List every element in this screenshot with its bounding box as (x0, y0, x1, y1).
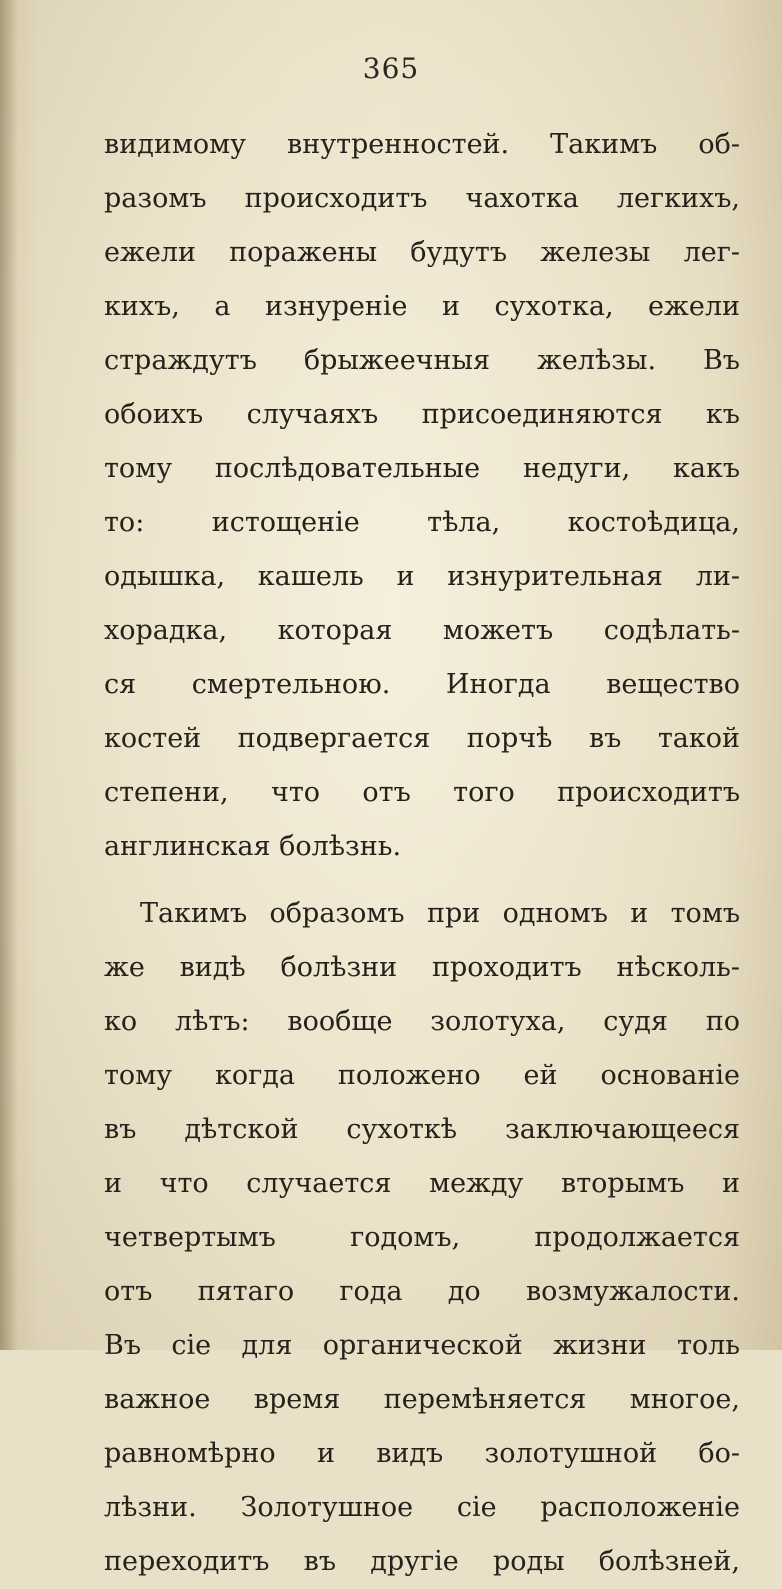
text-line: переходитъ въ другіе роды болѣзней, (104, 1546, 740, 1577)
text-line: одышка, кашель и изнурительная ли- (104, 561, 740, 592)
text-line: англинская болѣзнь. (104, 831, 402, 862)
paragraph-1 (104, 118, 740, 874)
body-text (104, 118, 740, 1589)
text-line: ежели поражены будутъ железы лег- (104, 237, 740, 268)
page-binding-shadow (0, 0, 18, 1350)
text-line: въ дѣтской сухоткѣ заключающееся (104, 1114, 740, 1145)
text-line: четвертымъ годомъ, продолжается (104, 1222, 740, 1253)
text-line: тому послѣдовательные недуги, какъ (104, 453, 740, 484)
text-line: ся смертельною. Иногда вещество (104, 669, 740, 700)
paragraph-2 (104, 887, 740, 1589)
text-line: видимому внутренностей. Такимъ об- (104, 129, 740, 160)
text-line: лѣзни. Золотушное сіе расположеніе (104, 1492, 740, 1523)
text-line: ко лѣтъ: вообще золотуха, судя по (104, 1006, 740, 1037)
text-line: равномѣрно и видъ золотушной бо- (104, 1438, 740, 1469)
text-line: костей подвергается порчѣ въ такой (104, 723, 740, 754)
text-line: обоихъ случаяхъ присоединяются къ (104, 399, 740, 430)
text-line: хорадка, которая можетъ содѣлать- (104, 615, 740, 646)
page-number: 365 (362, 52, 420, 85)
text-line: важное время перемѣняется многое, (104, 1384, 740, 1415)
text-line: степени, что отъ того происходитъ (104, 777, 740, 808)
text-line: и что случается между вторымъ и (104, 1168, 740, 1199)
text-line: кихъ, а изнуреніе и сухотка, ежели (104, 291, 740, 322)
text-line: тому когда положено ей основаніе (104, 1060, 740, 1091)
text-line: разомъ происходитъ чахотка легкихъ, (104, 183, 740, 214)
text-line: Такимъ образомъ при одномъ и томъ (140, 898, 740, 929)
text-line: Въ сіе для органической жизни толь (104, 1330, 740, 1361)
text-line: отъ пятаго года до возмужалости. (104, 1276, 740, 1307)
text-line: страждутъ брыжеечныя желѣзы. Въ (104, 345, 740, 376)
text-line: же видѣ болѣзни проходитъ нѣсколь- (104, 952, 740, 983)
text-line: то: истощеніе тѣла, костоѣдица, (104, 507, 740, 538)
paragraph-gap (104, 874, 740, 887)
